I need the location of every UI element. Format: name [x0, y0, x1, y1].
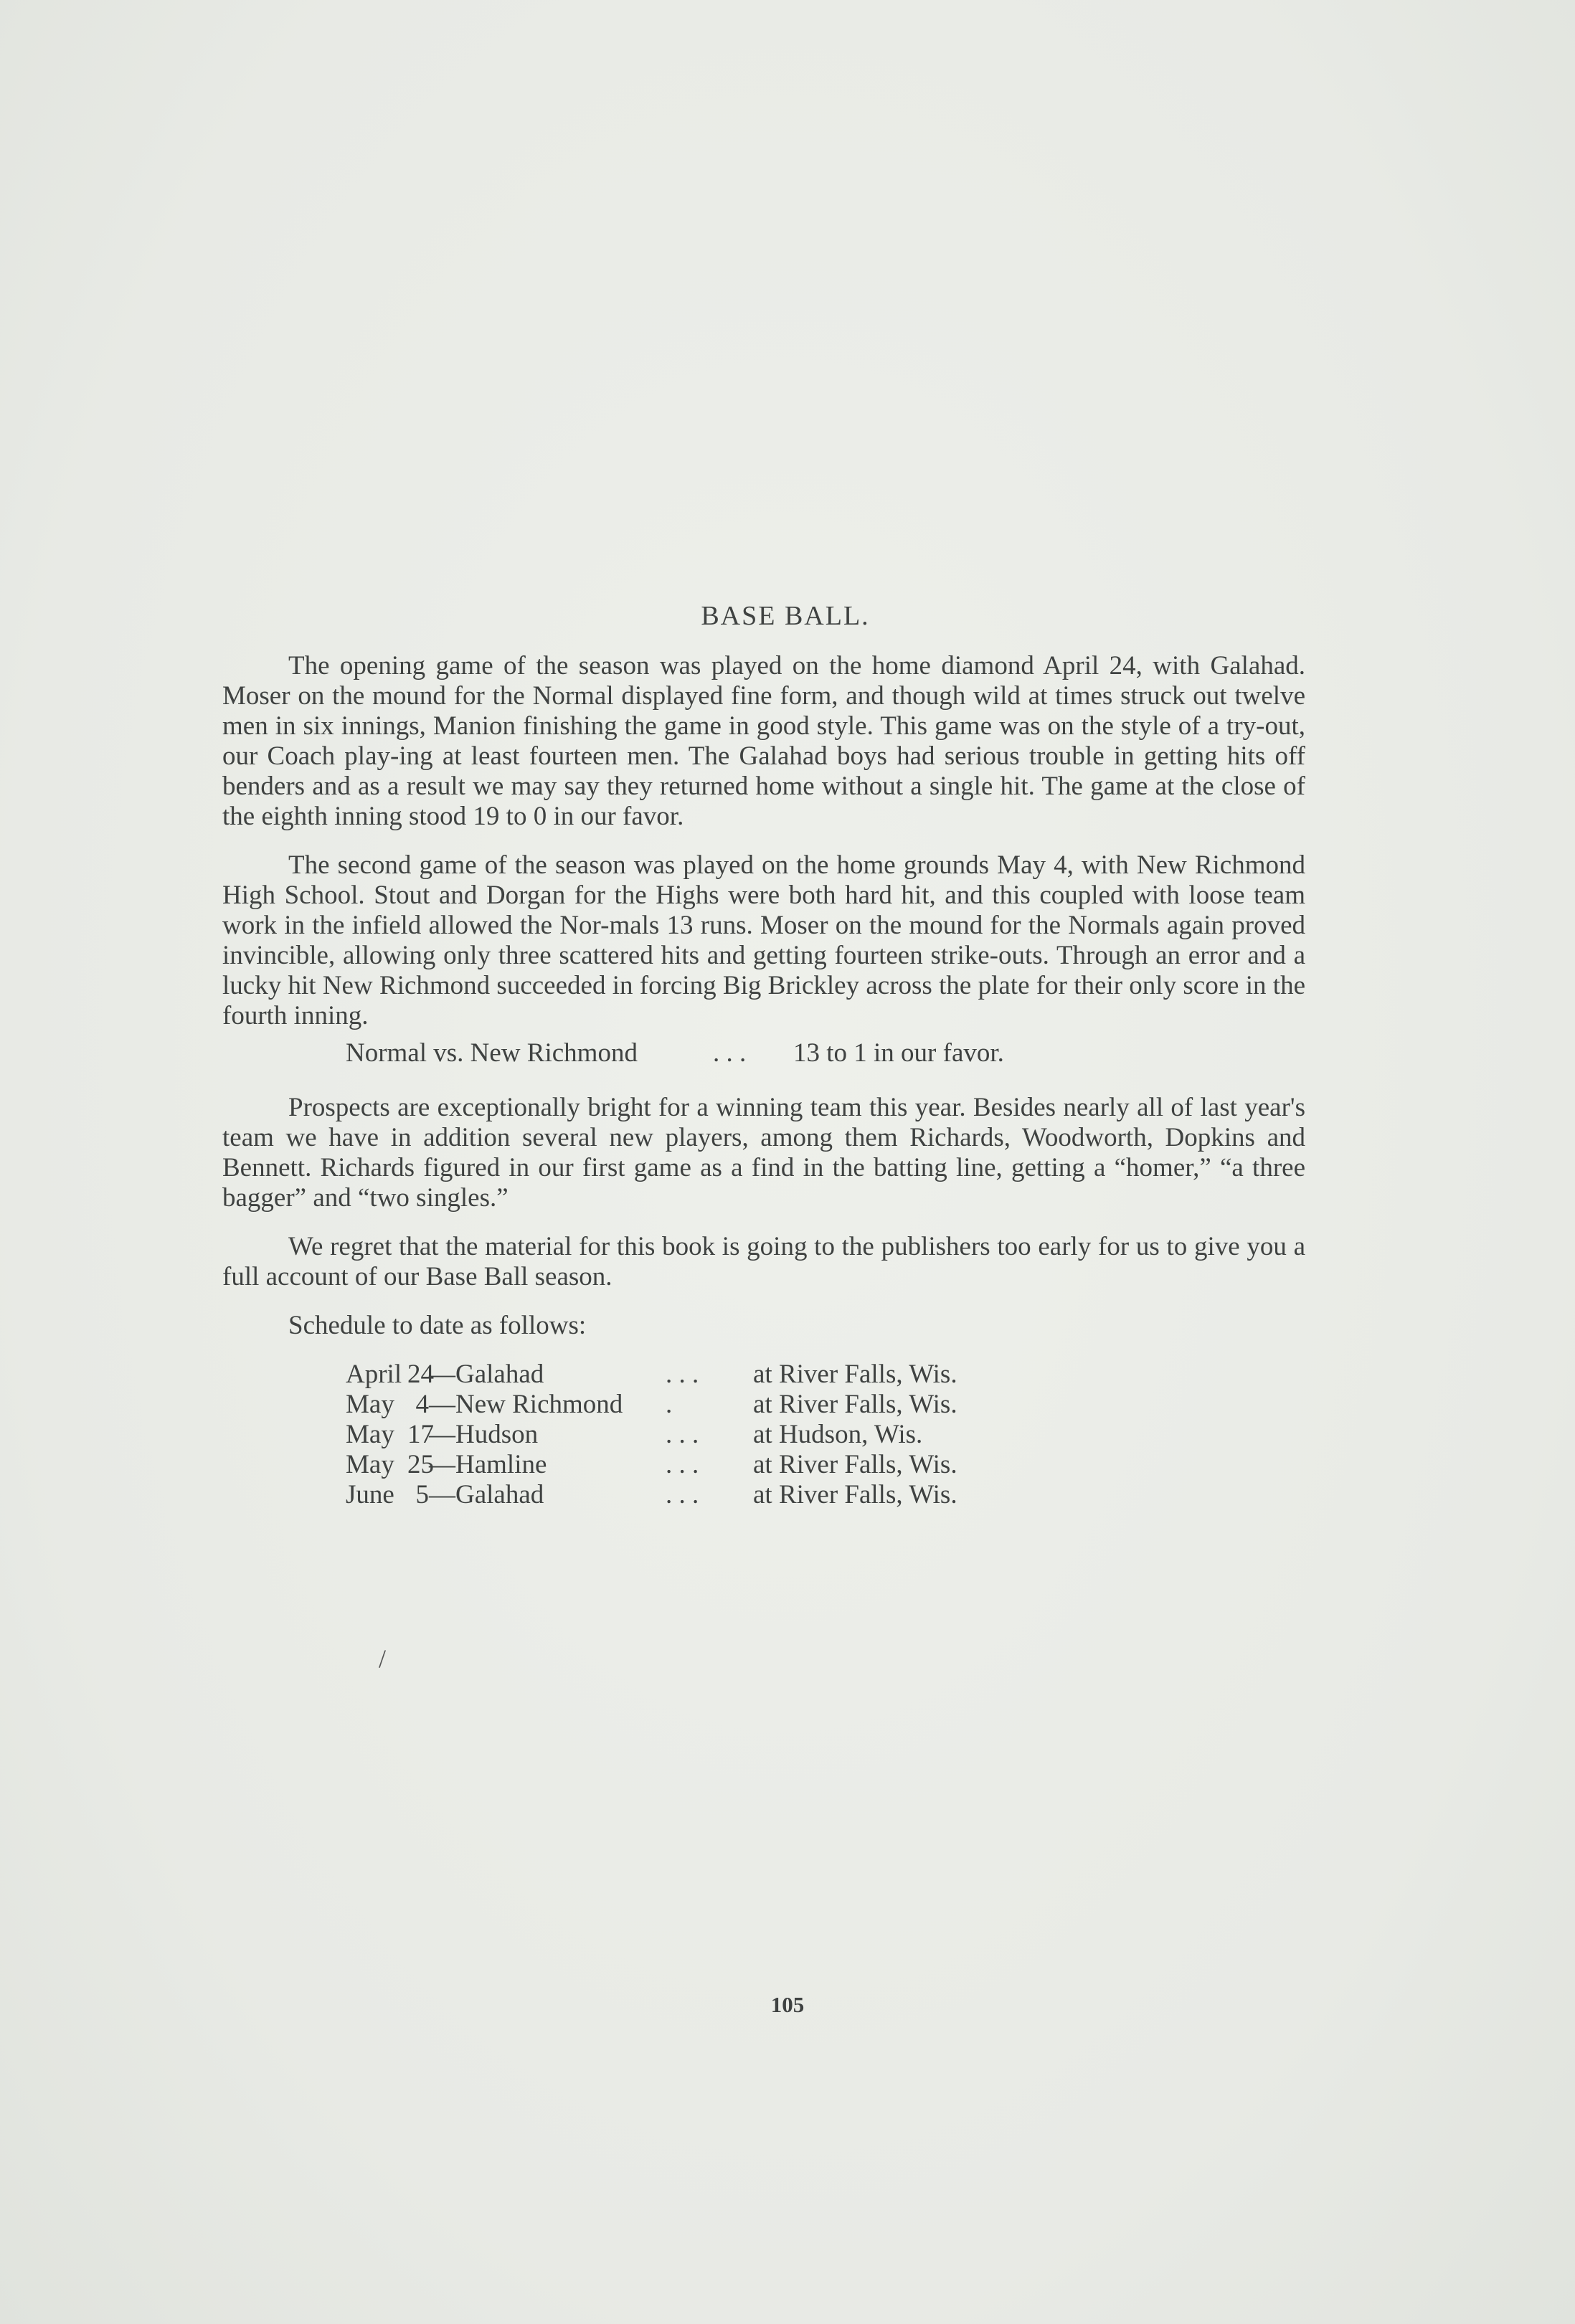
schedule-row	[346, 1420, 1305, 1450]
score-line-result: 13 to 1 in our favor.	[793, 1038, 1004, 1068]
schedule-place: at River Falls, Wis.	[753, 1450, 957, 1479]
schedule-month: June	[346, 1480, 394, 1509]
schedule-opponent: —Hamline	[429, 1450, 547, 1479]
schedule-opponent: —Galahad	[429, 1480, 544, 1509]
schedule-intro: Schedule to date as follows:	[288, 1311, 587, 1340]
schedule-opponent: —Galahad	[429, 1360, 544, 1389]
page-number: 105	[770, 1992, 805, 2017]
schedule-month: April	[346, 1360, 402, 1389]
schedule-dots: .	[666, 1390, 673, 1419]
schedule-place: at River Falls, Wis.	[753, 1480, 957, 1509]
paragraph-second-game: The second game of the season was played on the home grounds May 4, with New Richmond High School. Stout and Dorgan for the Highs were both hard hit, and this coupled with loose team work in the infield allowed the Nor-mals 13 runs. Moser on the mound for the Normals again proved invincible, allowing only three scattered hits and getting fourteen strike-outs. Through an error and a lucky hit New Richmond succeeded in forcing Big Brickley across the plate for their only score in the fourth inning.	[222, 850, 1305, 1030]
paragraph-prospects: Prospects are exceptionally bright for a winning team this year. Besides nearly all of last year's team we have in addition several new players, among them Richards, Woodworth, Dopkins and Bennett. Richards figured in our first game as a find in the batting line, getting a “homer,” “a three bagger” and “two singles.”	[222, 1093, 1305, 1213]
schedule-dots: . . .	[666, 1450, 699, 1479]
schedule-opponent: —Hudson	[429, 1420, 539, 1449]
schedule-place: at River Falls, Wis.	[753, 1360, 957, 1389]
schedule-row	[346, 1450, 1305, 1480]
score-line-dots: . . .	[713, 1038, 747, 1068]
schedule-row	[346, 1480, 1305, 1510]
page-title: BASE BALL.	[701, 601, 870, 631]
schedule-day: 24	[407, 1360, 434, 1389]
schedule-row	[346, 1390, 1305, 1420]
article	[222, 601, 1305, 1510]
schedule-dots: . . .	[666, 1360, 699, 1389]
schedule-place: at River Falls, Wis.	[753, 1390, 957, 1419]
score-line	[222, 1038, 1305, 1068]
schedule-opponent: —New Richmond	[429, 1390, 623, 1419]
schedule-month: May	[346, 1390, 394, 1419]
paragraph-opening-game: The opening game of the season was played on the home diamond April 24, with Galahad. Moser on the mound for the Normal displayed fine form, and though wild at times struck out twelve men in six innings, Manion finishing the game in good style. This game was on the style of a try-out, our Coach play-ing at least fourteen men. The Galahad boys had serious trouble in getting hits off benders and as a result we may say they returned home without a single hit. The game at the close of the eighth inning stood 19 to 0 in our favor.	[222, 651, 1305, 831]
schedule-dots: . . .	[666, 1420, 699, 1449]
schedule-day: 4	[415, 1390, 429, 1419]
schedule-month: May	[346, 1420, 394, 1449]
schedule-day: 5	[415, 1480, 429, 1509]
schedule-dots: . . .	[666, 1480, 699, 1509]
schedule-day: 25	[407, 1450, 434, 1479]
schedule-month: May	[346, 1450, 394, 1479]
schedule-list	[222, 1360, 1305, 1510]
ink-mark: /	[379, 1644, 387, 1673]
paragraph-regret: We regret that the material for this book is going to the publishers too early for us to give you a full account of our Base Ball season.	[222, 1232, 1305, 1291]
schedule-place: at Hudson, Wis.	[753, 1420, 923, 1449]
schedule-day: 17	[407, 1420, 434, 1449]
schedule-row	[346, 1360, 1305, 1390]
score-line-teams: Normal vs. New Richmond	[346, 1038, 638, 1068]
